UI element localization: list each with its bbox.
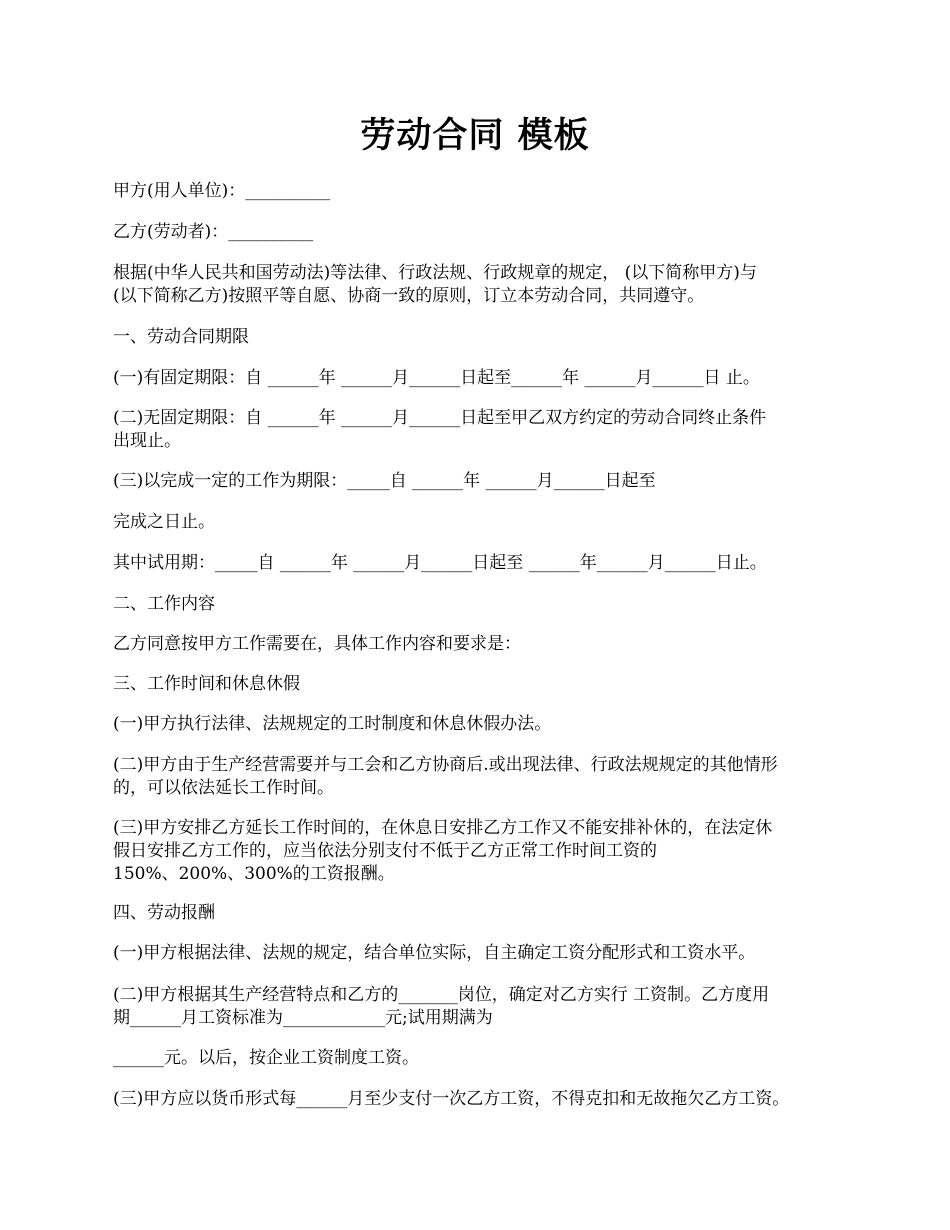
clause-task-term: (三)以完成一定的工作为期限：_____自 ______年 ______月______日起至 xyxy=(113,471,656,491)
section-heading-term: 一、劳动合同期限 xyxy=(113,327,249,347)
clause-fixed-term: (一)有固定期限：自 ______年 ______月______日起至______年 ______月______日 止。 xyxy=(113,368,760,388)
clause-hours-3: (三)甲方安排乙方延长工作时间的，在休息日安排乙方工作又不能安排补休的，在法定休 假日安排乙方工作的，应当依法分别支付不低于乙方正常工作时间工资的 150%、200%、300%的工资报酬。 xyxy=(113,818,773,884)
clause-work-content: 乙方同意按甲方工作需要在，具体工作内容和要求是： xyxy=(113,634,521,654)
preamble-paragraph: 根据(中华人民共和国劳动法)等法律、行政法规、行政规章的规定， (以下简称甲方)与 (以下简称乙方)按照平等自愿、协商一致的原则，订立本劳动合同，共同遵守。 xyxy=(113,263,757,306)
document-title: 劳动合同 模板 xyxy=(360,115,590,156)
party-a-line: 甲方(用人单位)：__________ xyxy=(113,181,331,201)
clause-task-term-end: 完成之日止。 xyxy=(113,512,215,532)
section-heading-pay: 四、劳动报酬 xyxy=(113,903,215,923)
section-heading-work: 二、工作内容 xyxy=(113,594,215,614)
clause-pay-3: (三)甲方应以货币形式每______月至少支付一次乙方工资，不得克扣和无故拖欠乙方工资。 xyxy=(113,1089,790,1109)
party-b-line: 乙方(劳动者)：__________ xyxy=(113,222,314,242)
clause-probation: 其中试用期：_____自 ______年 ______月______日起至 ______年______月______日止。 xyxy=(113,553,767,573)
clause-pay-2: (二)甲方根据其生产经营特点和乙方的_______岗位，确定对乙方实行 工资制。乙方度用 期______月工资标准为____________元;试用期满为 xyxy=(113,985,770,1028)
clause-pay-2-cont: ______元。以后，按企业工资制度工资。 xyxy=(113,1048,419,1068)
section-heading-hours: 三、工作时间和休息休假 xyxy=(113,674,300,694)
clause-pay-1: (一)甲方根据法律、法规的规定，结合单位实际，自主确定工资分配形式和工资水平。 xyxy=(113,943,756,963)
clause-hours-1: (一)甲方执行法律、法规规定的工时制度和休息休假办法。 xyxy=(113,714,552,734)
clause-hours-2: (二)甲方由于生产经营需要并与工会和乙方协商后.或出现法律、行政法规规定的其他情形 的，可以依法延长工作时间。 xyxy=(113,755,778,798)
clause-open-term: (二)无固定期限：自 ______年 ______月______日起至甲乙双方约定的劳动合同终止条件 出现止。 xyxy=(113,408,767,451)
